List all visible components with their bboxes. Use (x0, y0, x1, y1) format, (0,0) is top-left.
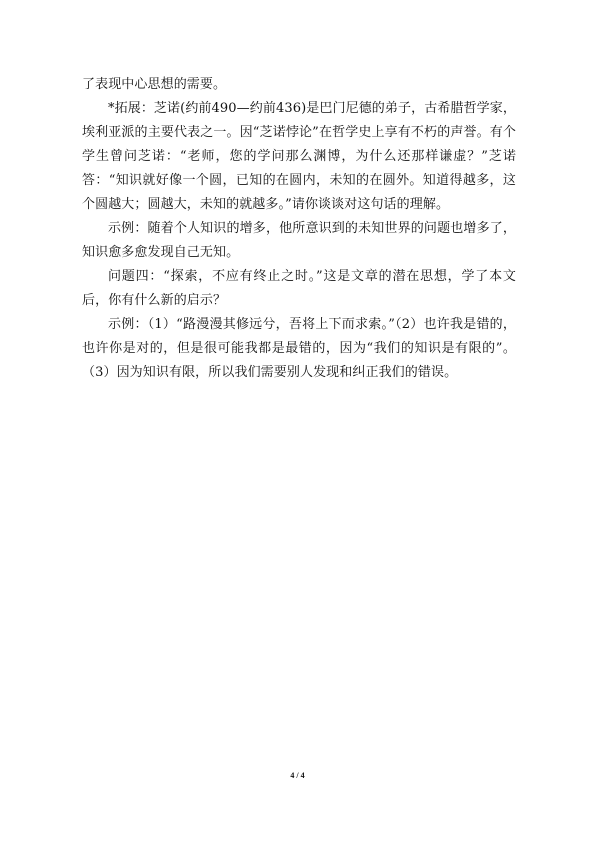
paragraph-extension: *拓展：芝诺(约前490—约前436)是巴门尼德的弟子，古希腊哲学家，埃利亚派的主要代表之一。因“芝诺悖论”在哲学史上享有不朽的声誉。有个学生曾问芝诺：“老师，您的学问那么渊博，为什么还那样谦虚？”芝诺答：“知识就好像一个圆，已知的在圆内，未知的在圆外。知道得越多，这个圆越大；圆越大，未知的就越多。”请你谈谈对这句话的理解。 (82, 101, 516, 212)
document-body (82, 73, 516, 385)
paragraph-question-4: 问题四：“探索，不应有终止之时。”这是文章的潜在思想，学了本文后，你有什么新的启示？ (82, 269, 516, 308)
paragraph-example-1: 示例：随着个人知识的增多，他所意识到的未知世界的问题也增多了，知识愈多愈发现自己无知。 (82, 221, 516, 260)
paragraph-example-2: 示例：（1）“路漫漫其修远兮，吾将上下而求索。”（2）也许我是错的，也许你是对的，但是很可能我都是最错的，因为“我们的知识是有限的”。（3）因为知识有限，所以我们需要别人发现和纠正我们的错误。 (82, 317, 516, 380)
paragraph-continuation: 了表现中心思想的需要。 (82, 77, 227, 92)
page-number: 4 / 4 (290, 771, 305, 780)
